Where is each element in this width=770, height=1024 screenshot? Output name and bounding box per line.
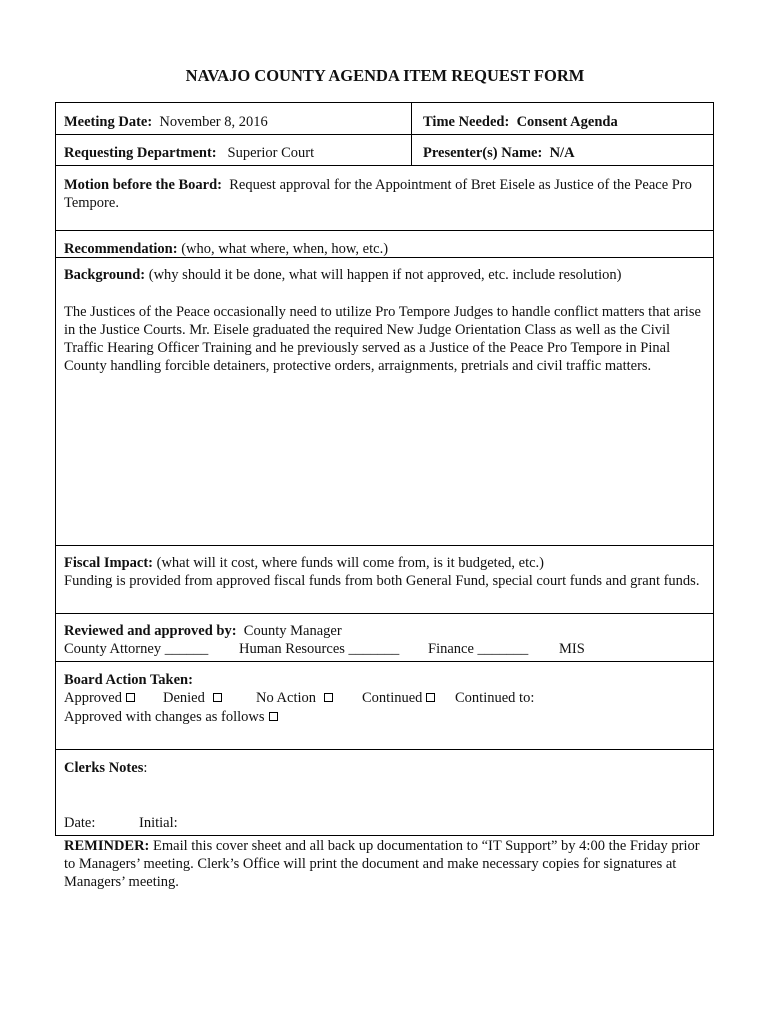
no-action-label: No Action	[256, 690, 317, 706]
presenter-value: N/A	[549, 145, 575, 161]
option-approved[interactable]	[64, 689, 135, 707]
reminder-label: REMINDER:	[64, 838, 150, 854]
clerks-notes-colon: :	[143, 760, 148, 776]
row-divider	[56, 613, 713, 614]
recommendation-section	[64, 240, 388, 258]
reminder	[64, 837, 704, 891]
board-action-label: Board Action Taken:	[64, 672, 193, 688]
initial-label: Initial:	[139, 815, 178, 831]
fiscal-section	[64, 554, 704, 590]
time-needed-value: Consent Agenda	[516, 114, 618, 130]
row-divider	[56, 134, 713, 135]
background-label: Background:	[64, 267, 146, 283]
requesting-department	[64, 144, 314, 162]
date-label: Date:	[64, 815, 96, 831]
continued-label: Continued	[362, 690, 423, 706]
reviewed-label: Reviewed and approved by:	[64, 623, 237, 639]
reminder-text: Email this cover sheet and all back up documentation to “IT Support” by 4:00 the Friday prior to Managers’ meeting. Clerk’s Office will print the document and make necessary copies for signatures at Managers’ meeting.	[64, 838, 700, 890]
department-label: Requesting Department:	[64, 145, 217, 161]
option-no-action[interactable]	[256, 689, 333, 707]
county-attorney: County Attorney ______	[64, 641, 209, 657]
recommendation-label: Recommendation:	[64, 241, 178, 257]
row-divider	[56, 165, 713, 166]
presenter-name	[423, 144, 575, 162]
motion-text: Request approval for the Appointment of Bret Eisele as Justice of the Peace Pro Tempore.	[64, 177, 692, 211]
meeting-date-label: Meeting Date:	[64, 114, 153, 130]
continued-checkbox[interactable]	[426, 693, 435, 702]
finance: Finance _______	[428, 641, 529, 657]
option-denied[interactable]	[163, 689, 222, 707]
meeting-date	[64, 113, 268, 131]
approved-label: Approved	[64, 690, 122, 706]
row-divider	[56, 661, 713, 662]
human-resources: Human Resources _______	[239, 641, 400, 657]
row-divider	[56, 749, 713, 750]
background-hint: (why should it be done, what will happen if not approved, etc. include resolution)	[148, 267, 622, 283]
fiscal-label: Fiscal Impact:	[64, 555, 153, 571]
reviewed-by	[64, 622, 342, 640]
background-heading	[64, 266, 622, 284]
motion-label: Motion before the Board:	[64, 177, 222, 193]
denied-checkbox[interactable]	[213, 693, 222, 702]
background-text: The Justices of the Peace occasionally need to utilize Pro Tempore Judges to handle conflict matters that arise in the Justice Courts. Mr. Eisele graduated the required New Judge Orientation Class as well as the Civil Traffic Hearing Officer Training and he previously served as a Justice of the Peace Pro Tempore in Pinal County handling forcible detainers, protective orders, arraignments, pretrials and civil traffic matters.	[64, 304, 701, 374]
reviewed-value: County Manager	[243, 623, 342, 639]
presenter-label: Presenter(s) Name:	[423, 145, 543, 161]
motion-section	[64, 176, 704, 212]
time-needed	[423, 113, 618, 131]
fiscal-text: Funding is provided from approved fiscal funds from both General Fund, special court funds and grant funds.	[64, 573, 700, 589]
no-action-checkbox[interactable]	[324, 693, 333, 702]
department-value: Superior Court	[227, 145, 315, 161]
row-divider	[56, 230, 713, 231]
approved-changes-label: Approved with changes as follows	[64, 709, 265, 725]
continued-to: Continued to:	[455, 690, 535, 706]
option-continued[interactable]	[362, 689, 435, 707]
approved-changes-checkbox[interactable]	[269, 712, 278, 721]
mis: MIS	[559, 641, 585, 657]
meeting-date-value: November 8, 2016	[159, 114, 268, 130]
column-divider	[411, 103, 412, 165]
approved-checkbox[interactable]	[126, 693, 135, 702]
row-divider	[56, 545, 713, 546]
clerks-notes	[64, 759, 147, 777]
recommendation-hint: (who, what where, when, how, etc.)	[181, 241, 389, 257]
time-needed-label: Time Needed:	[423, 114, 510, 130]
denied-label: Denied	[163, 690, 205, 706]
clerks-notes-label: Clerks Notes	[64, 760, 144, 776]
form-title: NAVAJO COUNTY AGENDA ITEM REQUEST FORM	[185, 66, 585, 85]
fiscal-hint: (what will it cost, where funds will come from, is it budgeted, etc.)	[156, 555, 545, 571]
option-approved-with-changes[interactable]	[64, 708, 278, 726]
